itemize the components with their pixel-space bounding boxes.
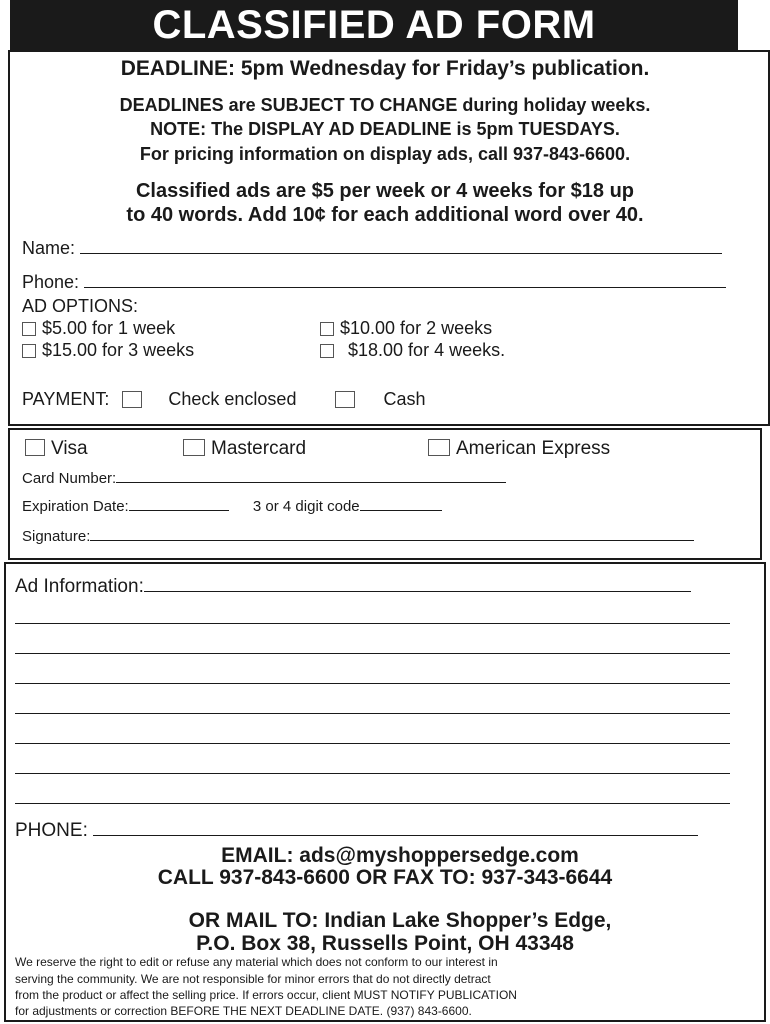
mastercard-checkbox[interactable] — [183, 439, 205, 456]
expiration-line[interactable] — [129, 510, 229, 511]
name-field[interactable] — [22, 238, 722, 259]
expiration-label: Expiration Date: — [22, 498, 129, 515]
ad-info-line[interactable] — [144, 591, 691, 592]
option-2-weeks-checkbox[interactable] — [320, 322, 334, 336]
holiday-notice: DEADLINES are SUBJECT TO CHANGE during holiday weeks. — [119, 95, 651, 115]
disclaimer-line-2: serving the community. We are not responsible for minor errors that do not directly detract — [15, 972, 491, 986]
code-line[interactable] — [360, 510, 442, 511]
disclaimer-line-3: from the product or affect the selling price. If errors occur, client MUST NOTIFY PUBLICATION — [15, 988, 517, 1002]
option-4-weeks[interactable] — [320, 340, 505, 361]
disclaimer-line-1: We reserve the right to edit or refuse any material which does not conform to our interest in — [15, 955, 498, 969]
deadline-text: DEADLINE: 5pm Wednesday for Friday’s publication. — [120, 57, 650, 80]
mastercard-option[interactable] — [183, 438, 306, 460]
code-label: 3 or 4 digit code — [252, 498, 360, 515]
option-3-weeks[interactable] — [22, 340, 194, 361]
name-label: Name: — [22, 238, 76, 258]
payment-row — [22, 389, 426, 410]
ad-text-line-3[interactable] — [15, 683, 730, 684]
ad-phone-label: PHONE: — [15, 820, 88, 841]
ad-text-line-7[interactable] — [15, 803, 730, 804]
card-number-label: Card Number: — [22, 470, 117, 487]
option-3-weeks-checkbox[interactable] — [22, 344, 36, 358]
card-number-field[interactable] — [22, 470, 506, 487]
option-1-week-checkbox[interactable] — [22, 322, 36, 336]
cash-checkbox[interactable] — [335, 391, 355, 408]
phone-field[interactable] — [22, 272, 726, 293]
ad-text-line-1[interactable] — [15, 623, 730, 624]
option-4-weeks-checkbox[interactable] — [320, 344, 334, 358]
option-2-weeks-label: $10.00 for 2 weeks — [340, 318, 493, 338]
ad-phone-line[interactable] — [93, 835, 698, 836]
amex-option[interactable] — [428, 438, 610, 460]
check-enclosed-label: Check enclosed — [168, 389, 297, 409]
ad-info-field[interactable] — [15, 576, 691, 598]
option-2-weeks[interactable] — [320, 318, 492, 339]
visa-checkbox[interactable] — [25, 439, 45, 456]
visa-label: Visa — [51, 438, 88, 459]
disclaimer-line-4: for adjustments or correction BEFORE THE NEXT DEADLINE DATE. (937) 843-6600. — [15, 1004, 472, 1018]
signature-line[interactable] — [90, 540, 694, 541]
amex-checkbox[interactable] — [428, 439, 450, 456]
payment-label: PAYMENT: — [22, 389, 110, 409]
signature-label: Signature: — [22, 528, 91, 545]
check-enclosed-checkbox[interactable] — [122, 391, 142, 408]
card-number-line[interactable] — [116, 482, 506, 483]
pricing-contact-note: For pricing information on display ads, call 937-843-6600. — [139, 144, 631, 164]
call-fax-line: CALL 937-843-6600 OR FAX TO: 937-343-6644 — [157, 866, 613, 889]
form-title: CLASSIFIED AD FORM — [10, 0, 738, 50]
pricing-line-2: to 40 words. Add 10¢ for each additional word over 40. — [126, 204, 644, 226]
option-3-weeks-label: $15.00 for 3 weeks — [42, 340, 195, 360]
option-4-weeks-label: $18.00 for 4 weeks. — [348, 340, 506, 360]
ad-text-line-2[interactable] — [15, 653, 730, 654]
mail-line-1: OR MAIL TO: Indian Lake Shopper’s Edge, — [188, 909, 612, 932]
name-line[interactable] — [80, 253, 722, 254]
mail-line-2: P.O. Box 38, Russells Point, OH 43348 — [196, 932, 574, 955]
email-line: EMAIL: ads@myshoppersedge.com — [221, 844, 579, 867]
ad-text-line-6[interactable] — [15, 773, 730, 774]
option-1-week-label: $5.00 for 1 week — [42, 318, 176, 338]
amex-label: American Express — [456, 438, 611, 459]
phone-line[interactable] — [84, 287, 726, 288]
expiration-field[interactable] — [22, 498, 442, 515]
pricing-line-1: Classified ads are $5 per week or 4 weeks for $18 up — [135, 180, 635, 202]
signature-field[interactable] — [22, 528, 694, 545]
mastercard-label: Mastercard — [211, 438, 307, 459]
ad-info-label: Ad Information: — [15, 576, 144, 597]
visa-option[interactable] — [25, 438, 88, 460]
ad-text-line-4[interactable] — [15, 713, 730, 714]
ad-text-line-5[interactable] — [15, 743, 730, 744]
display-deadline-note: NOTE: The DISPLAY AD DEADLINE is 5pm TUESDAYS. — [150, 119, 620, 139]
ad-options-label: AD OPTIONS: — [22, 296, 139, 316]
phone-label: Phone: — [22, 272, 80, 292]
option-1-week[interactable] — [22, 318, 175, 339]
ad-phone-field[interactable] — [15, 820, 698, 842]
cash-label: Cash — [383, 389, 426, 409]
